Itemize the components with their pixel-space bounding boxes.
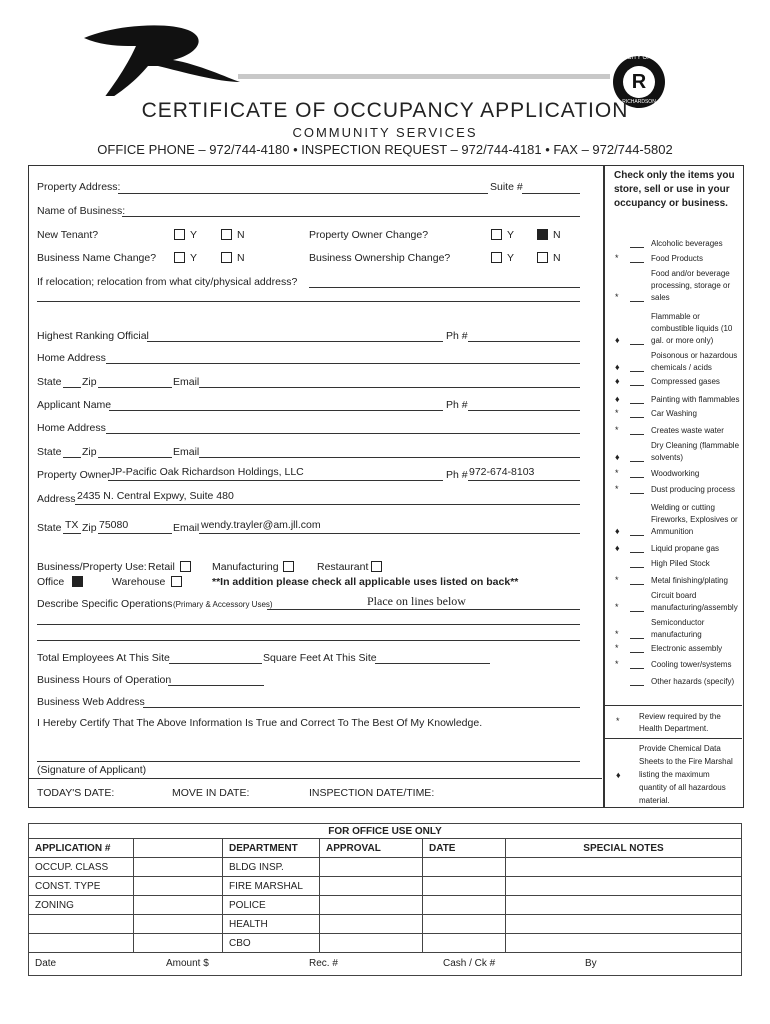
sidebar-item-checkline[interactable]: [630, 552, 644, 553]
office-row-label: [29, 915, 134, 934]
sidebar-item-mark: *: [615, 408, 619, 418]
business-use-label: Business/Property Use:: [37, 561, 147, 573]
sidebar-divider: [604, 738, 742, 739]
form-title: CERTIFICATE OF OCCUPANCY APPLICATION: [141, 99, 629, 122]
business-name-label: Name of Business:: [37, 205, 126, 217]
sidebar-item-checkline[interactable]: [630, 685, 644, 686]
new-tenant-yes-checkbox[interactable]: [174, 229, 185, 240]
zip-label: Zip: [82, 522, 97, 534]
hours-label: Business Hours of Operation: [37, 674, 172, 686]
retail-checkbox[interactable]: [180, 561, 191, 572]
seal-text-top: CITY OF: [627, 55, 651, 61]
official-state-field[interactable]: [63, 387, 81, 388]
todays-date-label: TODAY'S DATE:: [37, 787, 115, 799]
describe-hint: (Primary & Accessory Uses): [173, 600, 273, 609]
date-cell[interactable]: [423, 858, 506, 877]
owner-change-no-checkbox[interactable]: [537, 229, 548, 240]
official-email-field[interactable]: [199, 387, 580, 388]
no-label: N: [553, 229, 561, 241]
date-cell[interactable]: [423, 896, 506, 915]
yes-label: Y: [190, 229, 198, 241]
sidebar-item-label: Dust producing process: [651, 485, 736, 494]
applicant-name-label: Applicant Name: [37, 399, 112, 411]
date-cell[interactable]: [423, 877, 506, 896]
sidebar-item-checkline[interactable]: [630, 584, 644, 585]
business-ownership-change-label: Business Ownership Change?: [309, 252, 451, 264]
sidebar-divider: [604, 705, 742, 706]
sidebar-item-checkline[interactable]: [630, 638, 644, 639]
notes-cell[interactable]: [506, 896, 742, 915]
no-label: N: [553, 252, 561, 264]
no-label: N: [237, 252, 245, 264]
describe-line-2[interactable]: [37, 624, 580, 625]
sidebar-item-label: Compressed gases: [651, 377, 720, 386]
sidebar-item-label: Metal finishing/plating: [651, 576, 728, 585]
office-row-value[interactable]: [134, 934, 223, 953]
date-header: DATE: [423, 839, 506, 858]
email-label: Email: [173, 376, 200, 388]
official-phone-field[interactable]: [468, 341, 580, 342]
describe-field[interactable]: [267, 609, 580, 610]
property-owner-field[interactable]: [108, 480, 443, 481]
inspection-date-label: INSPECTION DATE/TIME:: [309, 787, 435, 799]
restaurant-checkbox[interactable]: [371, 561, 382, 572]
sidebar-item-checkline[interactable]: [630, 301, 644, 302]
seal-emblem: R: [623, 66, 655, 98]
retail-label: Retail: [148, 561, 175, 573]
sidebar-item-checkline[interactable]: [630, 371, 644, 372]
office-row-value[interactable]: [134, 877, 223, 896]
application-header: APPLICATION #: [29, 839, 134, 858]
sidebar-item-checkline[interactable]: [630, 385, 644, 386]
notes-cell[interactable]: [506, 915, 742, 934]
address-label: Address: [37, 493, 76, 505]
department-cell: FIRE MARSHAL: [223, 877, 320, 896]
highest-official-field[interactable]: [147, 341, 443, 342]
highest-official-label: Highest Ranking Official: [37, 330, 149, 342]
sidebar-item-mark: ♦: [615, 526, 620, 536]
phone-label: Ph #: [446, 469, 468, 481]
sidebar-item-mark: *: [615, 629, 619, 639]
name-change-yes-checkbox[interactable]: [174, 252, 185, 263]
sidebar-item-mark: *: [615, 468, 619, 478]
fire-marshal-note: Provide Chemical Data Sheets to the Fire Marshal listing the maximum quantity of all hazardous material.: [639, 744, 733, 805]
property-owner-value: JP-Pacific Oak Richardson Holdings, LLC: [110, 466, 304, 478]
sidebar-item-mark: *: [615, 292, 619, 302]
sidebar-item-label: Circuit board manufacturing/assembly: [651, 591, 738, 612]
sidebar-item-label: High Piled Stock: [651, 559, 710, 568]
relocation-field-2[interactable]: [37, 301, 580, 302]
sidebar-item-label: Woodworking: [651, 469, 700, 478]
sidebar-item-checkline[interactable]: [630, 247, 644, 248]
owner-email-field[interactable]: [199, 533, 580, 534]
approval-cell[interactable]: [320, 934, 423, 953]
application-value-cell[interactable]: [134, 839, 223, 858]
divider: [28, 778, 602, 779]
sidebar-item-checkline[interactable]: [630, 461, 644, 462]
official-home-address-field[interactable]: [106, 363, 580, 364]
applicant-zip-field[interactable]: [98, 457, 172, 458]
sidebar-item-mark: ♦: [615, 335, 620, 345]
applicant-name-field[interactable]: [109, 410, 443, 411]
date-cell[interactable]: [423, 915, 506, 934]
sidebar-item-checkline[interactable]: [630, 652, 644, 653]
yes-label: Y: [507, 229, 515, 241]
suite-label: Suite #: [490, 181, 523, 193]
owner-phone-field[interactable]: [468, 480, 580, 481]
property-address-field[interactable]: [118, 193, 488, 194]
signature-field[interactable]: [37, 761, 580, 762]
sidebar-item-checkline[interactable]: [630, 262, 644, 263]
owner-address-field[interactable]: [75, 504, 580, 505]
office-row-value[interactable]: [134, 915, 223, 934]
home-address-label: Home Address: [37, 352, 106, 364]
office-label: Office: [37, 576, 65, 588]
sidebar-item-label: Semiconductor manufacturing: [651, 618, 705, 639]
describe-label: Describe Specific Operations: [37, 598, 173, 610]
owner-state-field[interactable]: [63, 533, 81, 534]
yes-label: Y: [507, 252, 515, 264]
manufacturing-checkbox[interactable]: [283, 561, 294, 572]
sidebar-item-checkline[interactable]: [630, 535, 644, 536]
sidebar-item-mark: *: [615, 575, 619, 585]
square-feet-label: Square Feet At This Site: [263, 652, 377, 664]
sidebar-item-label: Other hazards (specify): [651, 677, 735, 686]
state-label: State: [37, 376, 62, 388]
office-row-value[interactable]: [134, 896, 223, 915]
zip-label: Zip: [82, 376, 97, 388]
department-header: DEPARTMENT: [223, 839, 320, 858]
office-footer: [29, 953, 742, 976]
footer-by: By: [585, 958, 597, 969]
sidebar-item-label: Food Products: [651, 254, 704, 263]
property-owner-label: Property Owner: [37, 469, 111, 481]
sidebar-item-label: Electronic assembly: [651, 644, 723, 653]
zip-label: Zip: [82, 446, 97, 458]
certify-text: I Hereby Certify That The Above Information Is True and Correct To The Best Of My Knowledge.: [37, 717, 483, 729]
sidebar-item-mark: ♦: [615, 376, 620, 386]
total-employees-label: Total Employees At This Site: [37, 652, 170, 664]
sidebar-item-label: Flammable or combustible liquids (10 gal. or more only): [651, 312, 733, 345]
sidebar-item-label: Liquid propane gas: [651, 544, 720, 553]
suite-field[interactable]: [522, 193, 580, 194]
health-note: Review required by the Health Department.: [639, 712, 721, 733]
state-label: State: [37, 522, 62, 534]
owner-zip-value: 75080: [99, 519, 129, 531]
department-cell: HEALTH: [223, 915, 320, 934]
total-employees-field[interactable]: [169, 663, 262, 664]
web-address-label: Business Web Address: [37, 696, 145, 708]
sidebar-item-checkline[interactable]: [630, 668, 644, 669]
email-label: Email: [173, 446, 200, 458]
applicant-phone-field[interactable]: [468, 410, 580, 411]
office-row-label: ZONING: [29, 896, 134, 915]
phone-label: Ph #: [446, 330, 468, 342]
relocation-field[interactable]: [309, 287, 580, 288]
owner-email-value: wendy.trayler@am.jll.com: [201, 519, 321, 531]
sidebar-item-label: Alcoholic beverages: [651, 239, 723, 248]
sidebar-item-checkline[interactable]: [630, 344, 644, 345]
office-row-label: [29, 934, 134, 953]
sidebar-item-label: Poisonous or hazardous chemicals / acids: [651, 351, 738, 372]
note1-mark: *: [616, 716, 620, 726]
official-zip-field[interactable]: [98, 387, 172, 388]
approval-cell[interactable]: [320, 858, 423, 877]
yes-label: Y: [190, 252, 198, 264]
special-notes-header: SPECIAL NOTES: [506, 839, 742, 858]
business-name-field[interactable]: [122, 216, 580, 217]
sidebar-item-label: Cooling tower/systems: [651, 660, 732, 669]
relocation-label: If relocation; relocation from what city/physical address?: [37, 276, 298, 288]
sidebar-item-mark: *: [615, 484, 619, 494]
ownership-change-no-checkbox[interactable]: [537, 252, 548, 263]
sidebar-item-label: Creates waste water: [651, 426, 724, 435]
sidebar-item-mark: ♦: [615, 394, 620, 404]
warehouse-checkbox[interactable]: [171, 576, 182, 587]
form-subtitle: COMMUNITY SERVICES: [292, 125, 478, 140]
sidebar-item-mark: *: [615, 602, 619, 612]
applicant-state-field[interactable]: [63, 457, 81, 458]
sidebar-item-label: Food and/or beverage processing, storage or sales: [651, 269, 731, 302]
notes-cell[interactable]: [506, 934, 742, 953]
contact-line: OFFICE PHONE – 972/744-4180 • INSPECTION REQUEST – 972/744-4181 • FAX – 972/744-5802: [97, 142, 673, 157]
sidebar-item-checkline[interactable]: [630, 567, 644, 568]
sidebar-item-checkline[interactable]: [630, 417, 644, 418]
new-tenant-label: New Tenant?: [37, 229, 99, 241]
property-owner-change-label: Property Owner Change?: [309, 229, 429, 241]
owner-zip-field[interactable]: [98, 533, 172, 534]
warehouse-label: Warehouse: [112, 576, 166, 588]
phone-label: Ph #: [446, 399, 468, 411]
sidebar-item-checkline[interactable]: [630, 477, 644, 478]
signature-label: (Signature of Applicant): [37, 764, 147, 776]
approval-cell[interactable]: [320, 915, 423, 934]
footer-rec: Rec. #: [309, 958, 338, 969]
applicant-email-field[interactable]: [199, 457, 580, 458]
sidebar-item-checkline[interactable]: [630, 403, 644, 404]
state-label: State: [37, 446, 62, 458]
office-row-label: OCCUP. CLASS: [29, 858, 134, 877]
owner-address-value: 2435 N. Central Expwy, Suite 480: [77, 490, 234, 502]
hours-field[interactable]: [168, 685, 264, 686]
property-address-label: Property Address:: [37, 181, 121, 193]
use-note: **In addition please check all applicable uses listed on back**: [212, 576, 519, 588]
business-name-change-label: Business Name Change?: [37, 252, 157, 264]
office-row-label: CONST. TYPE: [29, 877, 134, 896]
sidebar-item-checkline[interactable]: [630, 611, 644, 612]
name-change-no-checkbox[interactable]: [221, 252, 232, 263]
owner-change-yes-checkbox[interactable]: [491, 229, 502, 240]
owner-phone-value: 972-674-8103: [469, 466, 535, 478]
office-use-title: FOR OFFICE USE ONLY: [29, 824, 742, 839]
department-cell: BLDG INSP.: [223, 858, 320, 877]
sidebar-item-mark: *: [615, 425, 619, 435]
sidebar-item-mark: ♦: [615, 362, 620, 372]
sidebar-item-checkline[interactable]: [630, 493, 644, 494]
new-tenant-no-checkbox[interactable]: [221, 229, 232, 240]
city-logo: [78, 16, 248, 96]
describe-line-3[interactable]: [37, 640, 580, 641]
email-label: Email: [173, 522, 200, 534]
note2-mark: ♦: [616, 770, 621, 780]
approval-cell[interactable]: [320, 896, 423, 915]
applicant-home-address-field[interactable]: [106, 433, 580, 434]
footer-amount: Amount $: [166, 958, 209, 969]
department-cell: CBO: [223, 934, 320, 953]
manufacturing-label: Manufacturing: [212, 561, 279, 573]
office-use-table: [28, 823, 742, 976]
date-cell[interactable]: [423, 934, 506, 953]
home-address-label: Home Address: [37, 422, 106, 434]
department-cell: POLICE: [223, 896, 320, 915]
office-row-value[interactable]: [134, 858, 223, 877]
footer-date: Date: [35, 958, 57, 969]
move-in-date-label: MOVE IN DATE:: [172, 787, 250, 799]
sidebar-item-label: Welding or cutting Fireworks, Explosives or Ammunition: [651, 503, 738, 536]
owner-state-value: TX: [65, 519, 79, 531]
sidebar-item-label: Painting with flammables: [651, 395, 740, 404]
footer-cash: Cash / Ck #: [443, 958, 496, 969]
sidebar-heading: Check only the items you store, sell or use in your occupancy or business.: [614, 170, 735, 209]
no-label: N: [237, 229, 245, 241]
sidebar-item-mark: *: [615, 659, 619, 669]
sidebar-item-label: Car Washing: [651, 409, 697, 418]
ownership-change-yes-checkbox[interactable]: [491, 252, 502, 263]
restaurant-label: Restaurant: [317, 561, 369, 573]
approval-cell[interactable]: [320, 877, 423, 896]
sidebar-item-mark: *: [615, 643, 619, 653]
sidebar-item-checkline[interactable]: [630, 434, 644, 435]
notes-cell[interactable]: [506, 858, 742, 877]
office-checkbox[interactable]: [72, 576, 83, 587]
notes-cell[interactable]: [506, 877, 742, 896]
square-feet-field[interactable]: [375, 663, 490, 664]
describe-value: Place on lines below: [367, 594, 466, 608]
sidebar-item-mark: ♦: [615, 452, 620, 462]
seal-text-bottom: RICHARDSON: [622, 99, 656, 105]
approval-header: APPROVAL: [320, 839, 423, 858]
sidebar-item-mark: *: [615, 253, 619, 263]
sidebar-item-mark: ♦: [615, 543, 620, 553]
header-rule: [238, 74, 610, 79]
web-address-field[interactable]: [143, 707, 580, 708]
sidebar-item-label: Dry Cleaning (flammable solvents): [651, 441, 740, 462]
